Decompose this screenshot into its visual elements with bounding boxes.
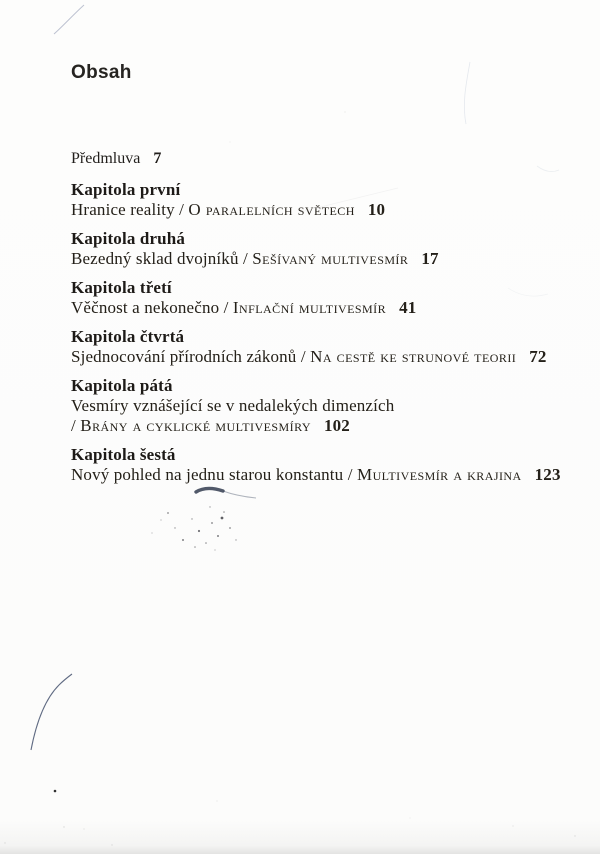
toc-entry: [71, 445, 564, 485]
chapter-heading: Kapitola pátá: [71, 376, 173, 395]
page-number: 10: [367, 200, 386, 219]
subtitle-text: Vesmíry vznášející se v nedalekých dimenzích: [71, 396, 395, 415]
chapter-heading: Kapitola první: [71, 180, 181, 199]
toc-entry-preface: [71, 150, 564, 168]
page-number: 123: [534, 465, 561, 484]
subtitle-smallcaps: Multivesmír a krajina: [357, 465, 522, 484]
preface-label: Předmluva: [71, 150, 141, 167]
chapter-subtitle: [71, 347, 564, 367]
subtitle-text: Hranice reality /: [71, 200, 189, 219]
page-number: 41: [399, 298, 417, 317]
toc-entry: [71, 376, 564, 436]
toc-entry: [71, 327, 564, 367]
ink-dot: [54, 790, 57, 793]
page-number: 102: [324, 416, 350, 435]
chapter-subtitle: [71, 416, 564, 436]
chapter-subtitle: [71, 396, 564, 416]
page-number: 72: [529, 347, 547, 366]
subtitle-smallcaps: Na cestě ke strunové teorii: [310, 347, 517, 366]
subtitle-text: Věčnost a nekonečno /: [71, 298, 233, 317]
subtitle-smallcaps: Sešívaný multivesmír: [252, 249, 409, 268]
subtitle-smallcaps: Inflační multivesmír: [232, 298, 387, 317]
chapter-subtitle: [71, 200, 564, 220]
toc-entry: [71, 229, 564, 269]
toc-entry: [71, 180, 564, 220]
page-number: 17: [421, 249, 439, 268]
chapter-subtitle: [71, 465, 564, 485]
chapter-heading: Kapitola třetí: [71, 278, 172, 297]
pen-scratch-top-left: [54, 5, 84, 34]
subtitle-text: Bezedný sklad dvojníků /: [71, 249, 253, 268]
subtitle-smallcaps: Brány a cyklické multivesmíry: [80, 416, 311, 435]
subtitle-text: Nový pohled na jednu starou konstantu /: [71, 465, 357, 484]
page-title: Obsah: [71, 62, 132, 83]
chapter-heading: Kapitola čtvrtá: [71, 327, 185, 346]
chapter-heading: Kapitola šestá: [71, 445, 176, 464]
chapter-subtitle: [71, 249, 564, 269]
paper-crease: [464, 62, 470, 124]
table-of-contents: [71, 150, 564, 494]
pen-scratch-bottom-left: [31, 674, 72, 750]
chapter-list: [71, 180, 564, 485]
toc-entry: [71, 278, 564, 318]
chapter-subtitle: [71, 298, 564, 318]
subtitle-text: Sjednocování přírodních zákonů /: [71, 347, 311, 366]
chapter-heading: Kapitola druhá: [71, 229, 186, 248]
preface-page-number: 7: [153, 150, 162, 167]
subtitle-text: /: [71, 416, 81, 435]
subtitle-smallcaps: O paralelních světech: [188, 200, 355, 219]
